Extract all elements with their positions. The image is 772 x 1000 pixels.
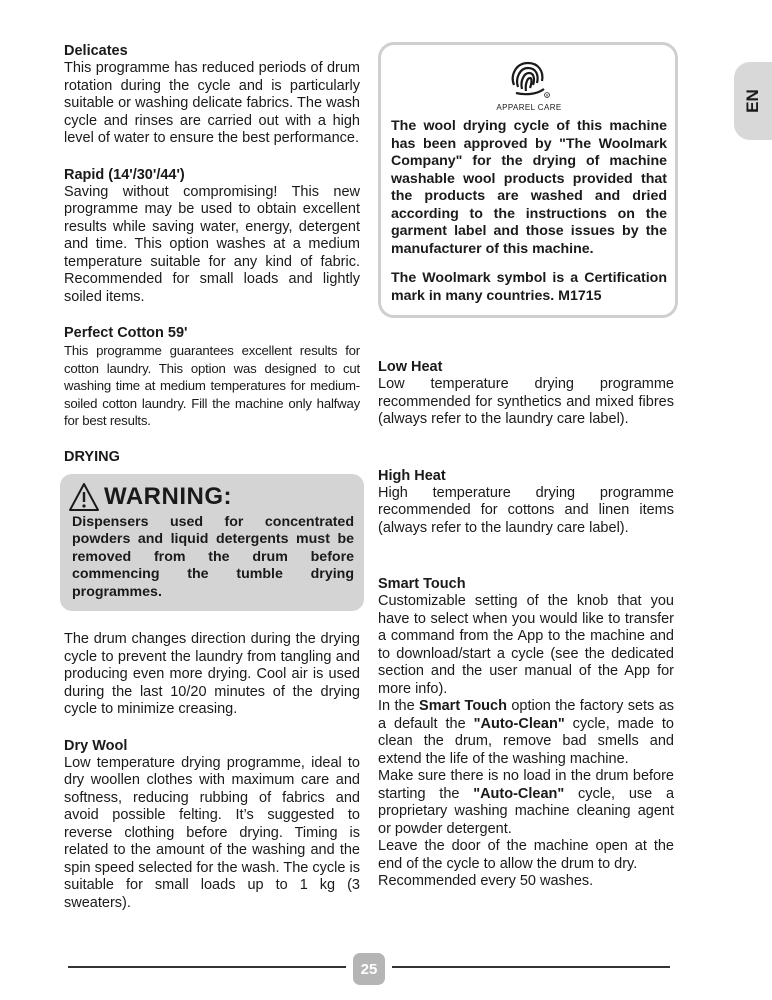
section-high-heat — [378, 467, 674, 538]
drum-text: The drum changes direction during the drying cycle to prevent the laundry from tangling and producing even more drying. Cool air is used during the last 10/20 minutes of the drying cycle to minimize creasing. — [64, 631, 360, 717]
perfect-cotton-heading: Perfect Cotton 59' — [64, 325, 188, 341]
footer-divider-left — [68, 966, 346, 968]
section-perfect-cotton — [64, 324, 360, 430]
section-low-heat — [378, 358, 674, 429]
low-heat-text: Low temperature drying programme recommended for synthetics and mixed fibres (always refer to the laundry care label). — [378, 376, 674, 427]
delicates-heading: Delicates — [64, 43, 128, 59]
auto-clean-bold: "Auto-Clean" — [473, 715, 565, 732]
auto-clean-bold: "Auto-Clean" — [473, 785, 565, 802]
high-heat-text: High temperature drying programme recommended for cottons and linen items (always refer to the laundry care label). — [378, 484, 674, 536]
woolmark-icon — [506, 55, 552, 101]
warning-title-row — [68, 482, 354, 512]
dry-wool-text: Low temperature drying programme, ideal to dry woollen clothes with maximum care and softness, reducing rubbing of fabrics and avoid possible felting. It’s suggested to reverse clothing before drying. Timing is related to the amount of the washing and the spin speed selected for the wash. The cycle is suitable for small loads up to 1 kg (3 sweaters). — [64, 754, 360, 911]
page-number: 25 — [353, 953, 385, 985]
section-delicates — [64, 42, 360, 148]
right-column — [378, 42, 674, 909]
warning-title: WARNING: — [104, 482, 232, 510]
dry-wool-heading: Dry Wool — [64, 737, 128, 754]
text-span: cycle, use a proprietary washing machine cleaning agent or powder detergent. — [378, 785, 675, 837]
woolmark-text-1: The wool drying cycle of this machine has been approved by "The Woolmark Company" for the drying of machine washable wool products provided that the products are washed and dried according to the instructions on the garment label and those issues by the manufacturer of this machine. — [391, 118, 667, 257]
woolmark-logo — [391, 55, 667, 112]
smart-touch-text-1: Customizable setting of the knob that you have to select when you would like to transfer a command from the App to the machine and to download/start a cycle (see the dedicated section and the user manual of the App for more info). — [378, 593, 674, 697]
warning-box — [60, 474, 364, 612]
perfect-cotton-text: This programme guarantees excellent results for cotton laundry. This option was designed to cut washing time at medium temperatures for medium-soiled cotton laundry. Fill the machine only halfway for best results. — [64, 343, 360, 428]
svg-text:R: R — [545, 93, 549, 98]
text-span: option the factory sets as a default the — [378, 698, 675, 732]
text-span: In the — [378, 698, 420, 714]
section-drum — [64, 631, 360, 719]
section-smart-touch — [378, 575, 674, 891]
left-column — [64, 42, 360, 930]
text-span: cycle, made to clean the drum, remove bad smells and extend the life of the washing machine. — [378, 715, 674, 767]
woolmark-logo-label: APPAREL CARE — [496, 103, 562, 112]
smart-touch-heading: Smart Touch — [378, 576, 466, 592]
delicates-text: This programme has reduced periods of drum rotation during the cycle and is particularly suitable or washing delicate fabrics. The wash cycle and rinses are carried out with a high level of water to ensure the best performance. — [64, 60, 360, 146]
woolmark-text-2: The Woolmark symbol is a Certification mark in many countries. M1715 — [391, 270, 667, 304]
low-heat-heading: Low Heat — [378, 359, 443, 375]
high-heat-heading: High Heat — [378, 467, 446, 484]
smart-touch-text-4: Leave the door of the machine open at the end of the cycle to allow the drum to dry. — [378, 838, 674, 872]
language-tab — [734, 62, 772, 140]
drying-heading: DRYING — [64, 448, 120, 465]
warning-triangle-icon — [68, 482, 100, 512]
smart-touch-text-5: Recommended every 50 washes. — [378, 873, 594, 889]
language-tab-label: EN — [743, 89, 762, 113]
warning-text: Dispensers used for concentrated powders and liquid detergents must be removed from the drum before commencing the tumble drying programmes. — [72, 513, 354, 600]
section-dry-wool — [64, 737, 360, 913]
text-span: Make sure there is no load in the drum before starting the — [378, 768, 674, 802]
smart-touch-text-2 — [378, 698, 674, 768]
footer-divider-right — [392, 966, 670, 968]
rapid-text: Saving without compromising! This new programme may be used to obtain excellent results while saving water, energy, detergent and time. This option washes at a medium temperature suitable for any kind of fabric. Recommended for small loads and lightly soiled items. — [64, 183, 360, 305]
section-rapid — [64, 166, 360, 307]
woolmark-box — [378, 42, 678, 318]
smart-touch-bold: Smart Touch — [419, 698, 507, 714]
rapid-heading: Rapid (14'/30'/44') — [64, 166, 185, 183]
smart-touch-text-3 — [378, 768, 674, 838]
